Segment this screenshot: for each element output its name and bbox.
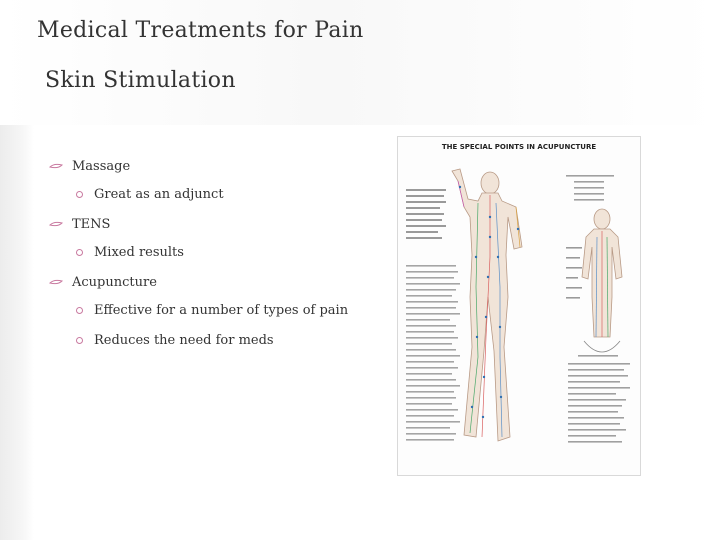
- sub-bullet-circle-icon: [76, 249, 83, 256]
- bullet-text: Acupuncture: [72, 275, 157, 290]
- bullet-leaf-icon: [49, 279, 63, 287]
- bullet-item-acupuncture: [45, 272, 385, 300]
- slide-subtitle: Skin Stimulation: [45, 68, 236, 93]
- bullet-item-massage: [45, 156, 385, 184]
- bullet-list: [45, 156, 385, 360]
- bullet-item-tens: [45, 214, 385, 242]
- sub-bullet-item: [45, 300, 385, 330]
- sub-bullet-item: [45, 242, 385, 272]
- acupuncture-chart-image: [397, 136, 641, 476]
- sub-bullet-item: [45, 330, 385, 360]
- figure-title: THE SPECIAL POINTS IN ACUPUNCTURE: [441, 143, 597, 151]
- sub-bullet-circle-icon: [76, 191, 83, 198]
- slide-title: Medical Treatments for Pain: [37, 18, 364, 43]
- bullet-text: TENS: [72, 217, 111, 232]
- sub-bullet-text: Reduces the need for meds: [94, 333, 274, 348]
- bullet-text: Massage: [72, 159, 131, 174]
- sub-bullet-text: Great as an adjunct: [94, 187, 224, 202]
- sub-bullet-text: Effective for a number of types of pain: [94, 303, 349, 318]
- bullet-leaf-icon: [49, 221, 63, 229]
- sub-bullet-circle-icon: [76, 307, 83, 314]
- sub-bullet-text: Mixed results: [94, 245, 184, 260]
- sub-bullet-item: [45, 184, 385, 214]
- bullet-leaf-icon: [49, 163, 63, 171]
- acupuncture-figure-illustration: [398, 137, 640, 475]
- sub-bullet-circle-icon: [76, 337, 83, 344]
